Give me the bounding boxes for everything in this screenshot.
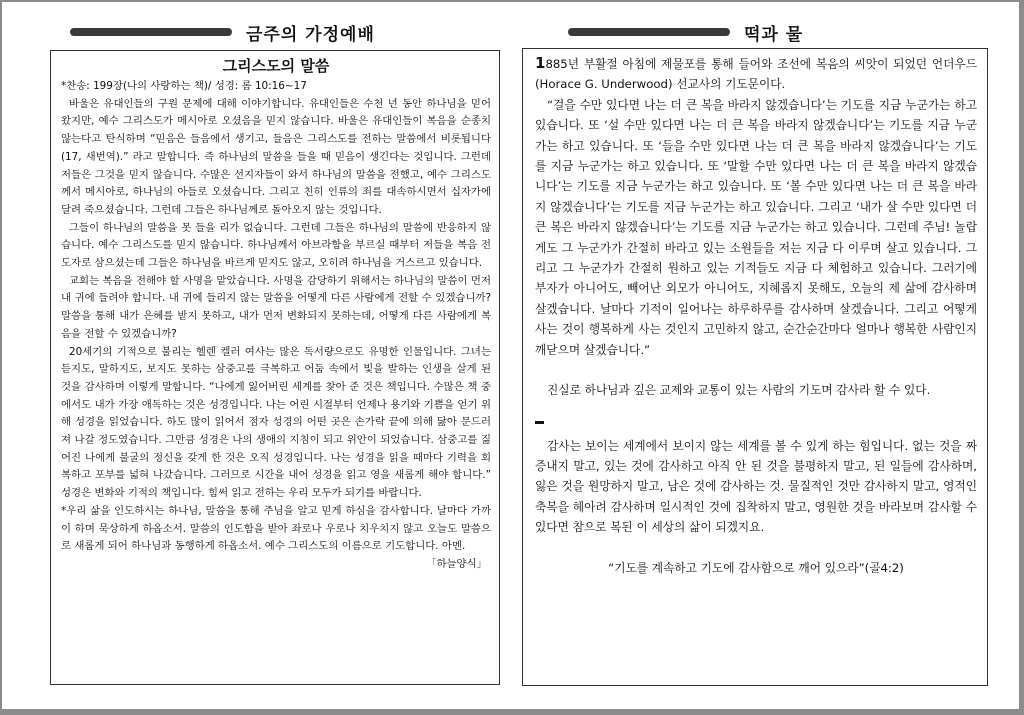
sermon-paragraph-2: 그들이 하나님의 말씀을 못 들을 리가 없습니다. 그런데 그들은 하나님의 말씀에 반응하지 않습니다. 예수 그리스도를 믿지 않습니다. 하나님께서 아브라함을 부르실 때부터 저들을 복음 전도자로 삼으셨는데 그들은 하나님을 바르게 믿지도 않고, 오히려 하나님을 거스르고 있습니다. (61, 221, 491, 270)
reflection-paragraph: 진실로 하나님과 깊은 교제와 교통이 있는 사람의 기도며 감사라 할 수 있다. (547, 383, 931, 398)
page-sheet (2, 2, 1019, 709)
scripture-quote: “기도를 계속하고 기도에 감사함으로 깨어 있으라”(골4:2) (608, 560, 904, 575)
bread-water-column (522, 48, 988, 686)
spacer-2 (535, 538, 977, 558)
intro-text: 885년 부활절 아침에 제물포를 통해 들어와 조선에 복음의 씨앗이 되었던 언더우드(Horace G. Underwood) 선교사의 기도문이다. (535, 57, 977, 92)
left-header-bar (70, 28, 232, 36)
section-dash-mark (535, 421, 544, 424)
right-header-title: 떡과 물 (744, 25, 804, 45)
spacer (535, 360, 977, 380)
sermon-paragraph-3: 교회는 복음을 전해야 할 사명을 맡았습니다. 사명을 감당하기 위해서는 하나님의 말씀이 먼저 내 귀에 들려야 합니다. 내 귀에 들리지 않는 말씀을 어떻게 다른 사람에게 전할 수 있겠습니까? 말씀을 통해 내가 은혜를 받지 못하고, 내가 먼저 변화되지 못하는데, 어떻게 다른 사람에게 복음을 전할 수 있겠습니까? (61, 274, 491, 340)
closing-prayer (61, 503, 491, 570)
sermon-column (50, 50, 500, 685)
left-header-title: 금주의 가정예배 (246, 25, 375, 45)
underwood-prayer: “걸을 수만 있다면 나는 더 큰 복을 바라지 않겠습니다’는 기도를 지금 누군가는 하고 있습니다. 또 ‘설 수만 있다면 나는 더 큰 복을 바라지 않겠습니다’는 기도를 지금 누군가는 하고 있습니다. 또 ‘들을 수만 있다면 나는 더 큰 복을 바라지 않겠습니다’는 기도를 지금 누군가는 하고 있습니다. 또 ‘말할 수만 있다면 나는 더 큰 복을 바라지 않겠습니다’는 기도를 지금 누군가는 하고 있습니다. 또 ‘볼 수만 있다면 나는 더 큰 복을 바라지 않겠습니다’는 기도를 지금 누군가는 하고 있습니다. 그리고 ‘내가 살 수만 있다면 더 큰 복은 바라지 않겠습니다’는 기도를 지금 누군가는 하고 있습니다. 그런데 주님! 놀랍게도 그 누군가가 간절히 바라고 있는 소원들을 저는 지금 다 이루며 살고 있습니다. 그리고 그 누군가가 간절히 원하고 있는 기적들도 지금 다 체험하고 있습니다. 그러기에 부자가 아니어도, 빼어난 외모가 아니어도, 지혜롭지 못해도, 오늘의 제 삶에 감사하며 살겠습니다. 날마다 기적이 일어나는 하루하루를 감사하며 살겠습니다. 그리고 어떻게 사는 것이 행복하게 사는 것인지 고민하지 않고, 순간순간마다 얼마나 행복한 사람인지 깨닫으며 살겠습니다.” (535, 97, 977, 357)
right-header-bar (568, 28, 730, 36)
gratitude-paragraph: 감사는 보이는 세계에서 보이지 않는 세계를 볼 수 있게 하는 힘입니다. 없는 것을 짜증내지 말고, 있는 것에 감사하고 아직 안 된 것을 불평하지 말고, 된 일들에 감사하며, 잃은 것을 원망하지 말고, 남은 것에 감사하는 것. 물질적인 것만 감사하지 말고, 영적인 축복을 헤아려 감사하며 일시적인 것에 집착하지 말고, 영원한 것을 바라보며 감사할 수 있다면 참으로 복된 이 세상의 삶이 되겠지요. (535, 438, 977, 535)
intro-paragraph (535, 53, 977, 95)
hymn-scripture-line: *찬송: 199장(나의 사랑하는 책)/ 성경: 롬 10:16~17 (61, 80, 307, 92)
sermon-paragraph-4: 20세기의 기적으로 불리는 헬렌 켈러 여사는 많은 독서량으로도 유명한 인물입니다. 그녀는 듣지도, 말하지도, 보지도 못하는 삼중고를 극복하고 어둠 속에서 빛을 발하는 인생을 살게 된 것을 감사하며 이렇게 말합니다. “나에게 잃어버린 세계를 찾아 준 것은 책입니다. 수많은 책 중에서도 내가 가장 애독하는 것은 성경입니다. 나는 어린 시절부터 언제나 용기와 기쁨을 얻기 위해 성경을 읽었습니다. 하도 많이 읽어서 점자 성경의 어떤 곳은 손가락 끝에 의해 닳아 문드러져 나갈 정도였습니다. 그만큼 성경은 나의 생애의 지침이 되고 위안이 되었습니다. 삼중고를 짊어진 나에게 불굴의 정신을 갖게 한 것은 오직 성경입니다. 나는 성경을 읽을 때마다 기력을 회복하고 포부를 넓혀 나갔습니다. 그러므로 시간을 내어 성경을 읽고 영을 새롭게 해야 합니다.” 성경은 변화와 기적의 책입니다. 힘써 읽고 전하는 우리 모두가 되기를 바랍니다. (61, 345, 491, 500)
sermon-title: 그리스도의 말씀 (222, 57, 330, 75)
sermon-paragraph-1: 바울은 유대인들의 구원 문제에 대해 이야기합니다. 유대인들은 수천 년 동안 하나님을 믿어 왔지만, 예수 그리스도가 메시아로 오셨음을 믿지 않습니다. 바울은 유대인들이 복음을 순종치 않는다고 탄식하며 “믿음은 들음에서 생기고, 들음은 그리스도를 전하는 말씀에서 비롯됩니다(17, 새번역).” 라고 말합니다. 즉 하나님의 말씀을 들을 때 믿음이 생긴다는 것입니다. 그런데 저들은 그것을 믿지 않습니다. 수많은 선지자들이 와서 하나님의 말씀을 전했고, 예수 그리스도께서 메시아로, 하나님의 아들로 오셨습니다. 그리고 친히 인류의 죄를 대속하시면서 십자가에 달려 죽으셨습니다. 그런데 그들은 하나님께로 돌아오지 않는 것입니다. (61, 97, 491, 216)
source-signature: 「하늘양식」 (426, 557, 487, 570)
closing-prayer-text: *우리 삶을 인도하시는 하나님, 말씀을 통해 주님을 알고 믿게 하심을 감사합니다. 날마다 가까이 하며 묵상하게 하옵소서. 말씀의 인도함을 받아 좌로나 우로나 치우치지 않고 오늘도 말씀으로 새롭게 되어 하나님과 동행하게 하옵소서. 예수 그리스도의 이름으로 기도합니다. 아멘. (61, 504, 491, 553)
drop-cap: 1 (535, 54, 546, 72)
